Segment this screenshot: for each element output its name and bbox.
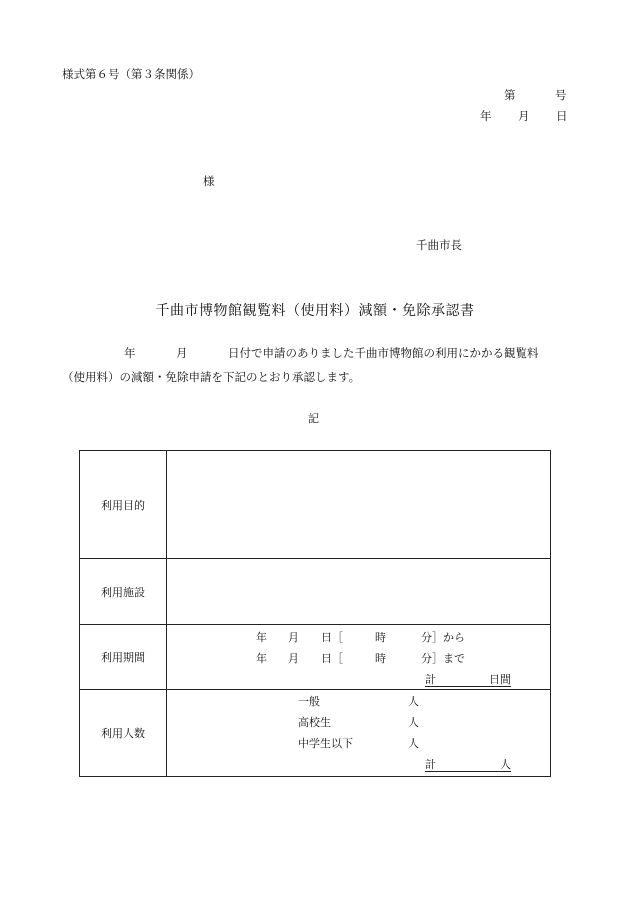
people-label: 利用人数 — [80, 690, 167, 777]
people-junior-high-unit: 人 — [408, 737, 419, 750]
people-total-label: 計 — [425, 758, 436, 771]
date-month: 月 — [518, 109, 530, 123]
period-from-minute: 分］ — [421, 631, 443, 644]
form-id: 様式第６号（第３条関係） — [62, 67, 200, 81]
document-title: 千曲市博物館観覧料（使用料）減額・免除承認書 — [155, 303, 475, 319]
date-year: 年 — [480, 109, 492, 123]
period-to-day: 日［ — [321, 652, 343, 665]
doc-number-suffix: 号 — [555, 88, 567, 102]
period-label: 利用期間 — [80, 625, 167, 690]
approval-table — [79, 450, 551, 777]
row-purpose — [80, 451, 551, 559]
period-to-text: まで — [443, 652, 465, 665]
row-people — [80, 690, 551, 777]
period-value — [167, 625, 551, 690]
people-value — [167, 690, 551, 777]
period-from-hour: 時 — [375, 631, 386, 644]
period-to-minute: 分］ — [421, 652, 443, 665]
period-days-unit: 日間 — [489, 673, 511, 686]
addressee-suffix: 様 — [203, 174, 215, 188]
period-to-hour: 時 — [375, 652, 386, 665]
period-from-month: 月 — [288, 631, 299, 644]
people-high-school-label: 高校生 — [298, 716, 331, 729]
body-month: 月 — [176, 346, 188, 360]
date-day: 日 — [556, 109, 568, 123]
facility-value — [167, 559, 551, 625]
people-total-underline — [425, 759, 511, 772]
period-to-year: 年 — [256, 652, 267, 665]
people-general-unit: 人 — [408, 695, 419, 708]
purpose-label: 利用目的 — [80, 451, 167, 559]
row-period — [80, 625, 551, 690]
people-high-school-unit: 人 — [408, 716, 419, 729]
purpose-value — [167, 451, 551, 559]
ki-heading: 記 — [308, 412, 319, 425]
period-from-day: 日［ — [321, 631, 343, 644]
period-from-year: 年 — [256, 631, 267, 644]
doc-number-prefix: 第 — [504, 88, 516, 102]
facility-label: 利用施設 — [80, 559, 167, 625]
people-junior-high-label: 中学生以下 — [298, 737, 353, 750]
period-to-month: 月 — [288, 652, 299, 665]
issuer: 千曲市長 — [416, 238, 462, 252]
period-from-text: から — [443, 631, 465, 644]
people-general-label: 一般 — [298, 695, 320, 708]
people-total-unit: 人 — [500, 758, 511, 771]
row-facility — [80, 559, 551, 625]
period-total-label: 計 — [425, 673, 436, 686]
body-line2: （使用料）の減額・免除申請を下記のとおり承認します。 — [62, 370, 361, 384]
body-line1: 日付で申請のありました千曲市博物館の利用にかかる観覧料 — [228, 346, 539, 360]
body-year: 年 — [124, 346, 136, 360]
